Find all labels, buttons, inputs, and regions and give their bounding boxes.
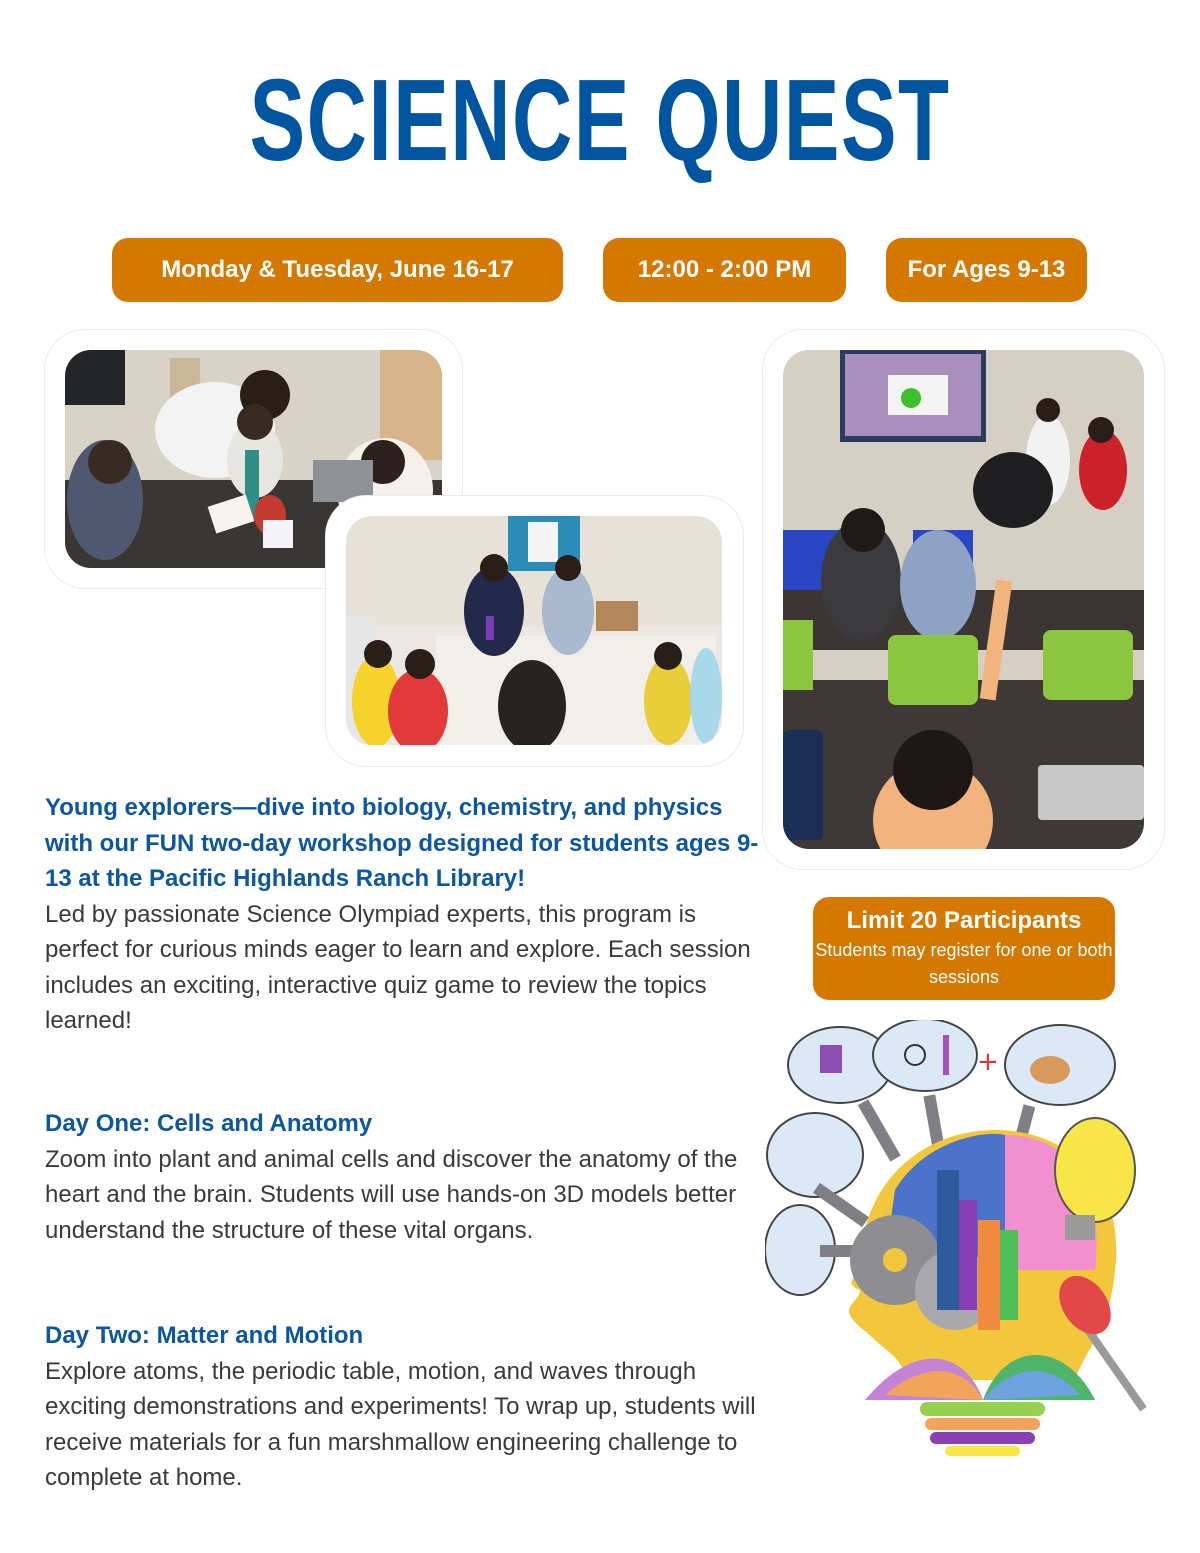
participant-limit-box — [813, 897, 1115, 1000]
day-one-section — [45, 1106, 765, 1248]
limit-heading: Limit 20 Participants — [846, 907, 1082, 934]
day-one-text: Zoom into plant and animal cells and discover the anatomy of the heart and the brain. Students will use hands-on 3D models better understand the structure of these vital organs. — [45, 1145, 738, 1244]
photo-quiz-game — [783, 350, 1144, 849]
brain-illustration — [765, 1020, 1165, 1460]
date-pill: Monday & Tuesday, June 16-17 — [112, 238, 563, 302]
photo-chemistry-demo-image — [346, 516, 722, 745]
day-two-heading: Day Two: Matter and Motion — [45, 1322, 364, 1349]
day-one-heading: Day One: Cells and Anatomy — [45, 1110, 373, 1137]
time-pill: 12:00 - 2:00 PM — [603, 238, 846, 302]
intro-headline: Young explorers—dive into biology, chemistry, and physics with our FUN two-day workshop designed for students ages 9-13 at the Pacific Highlands Ranch Library! — [45, 794, 759, 892]
head-gears-illustration — [765, 1020, 1165, 1460]
intro-section — [45, 790, 765, 1039]
svg-text:+: + — [977, 1047, 999, 1077]
day-two-section — [45, 1318, 765, 1496]
ages-pill: For Ages 9-13 — [886, 238, 1087, 302]
photo-chemistry-demo — [346, 516, 722, 745]
photo-quiz-game-image — [783, 350, 1144, 849]
limit-text: Students may register for one or both sessions — [815, 940, 1113, 987]
page-title: SCIENCE QUEST — [249, 55, 951, 185]
intro-body: Led by passionate Science Olympiad experts, this program is perfect for curious minds eager to learn and explore. Each session includes an exciting, interactive quiz game to review the topics learned! — [45, 900, 751, 1034]
day-two-text: Explore atoms, the periodic table, motion, and waves through exciting demonstrations and experiments! To wrap up, students will receive materials for a fun marshmallow engineering challenge to complete at home. — [45, 1357, 756, 1491]
